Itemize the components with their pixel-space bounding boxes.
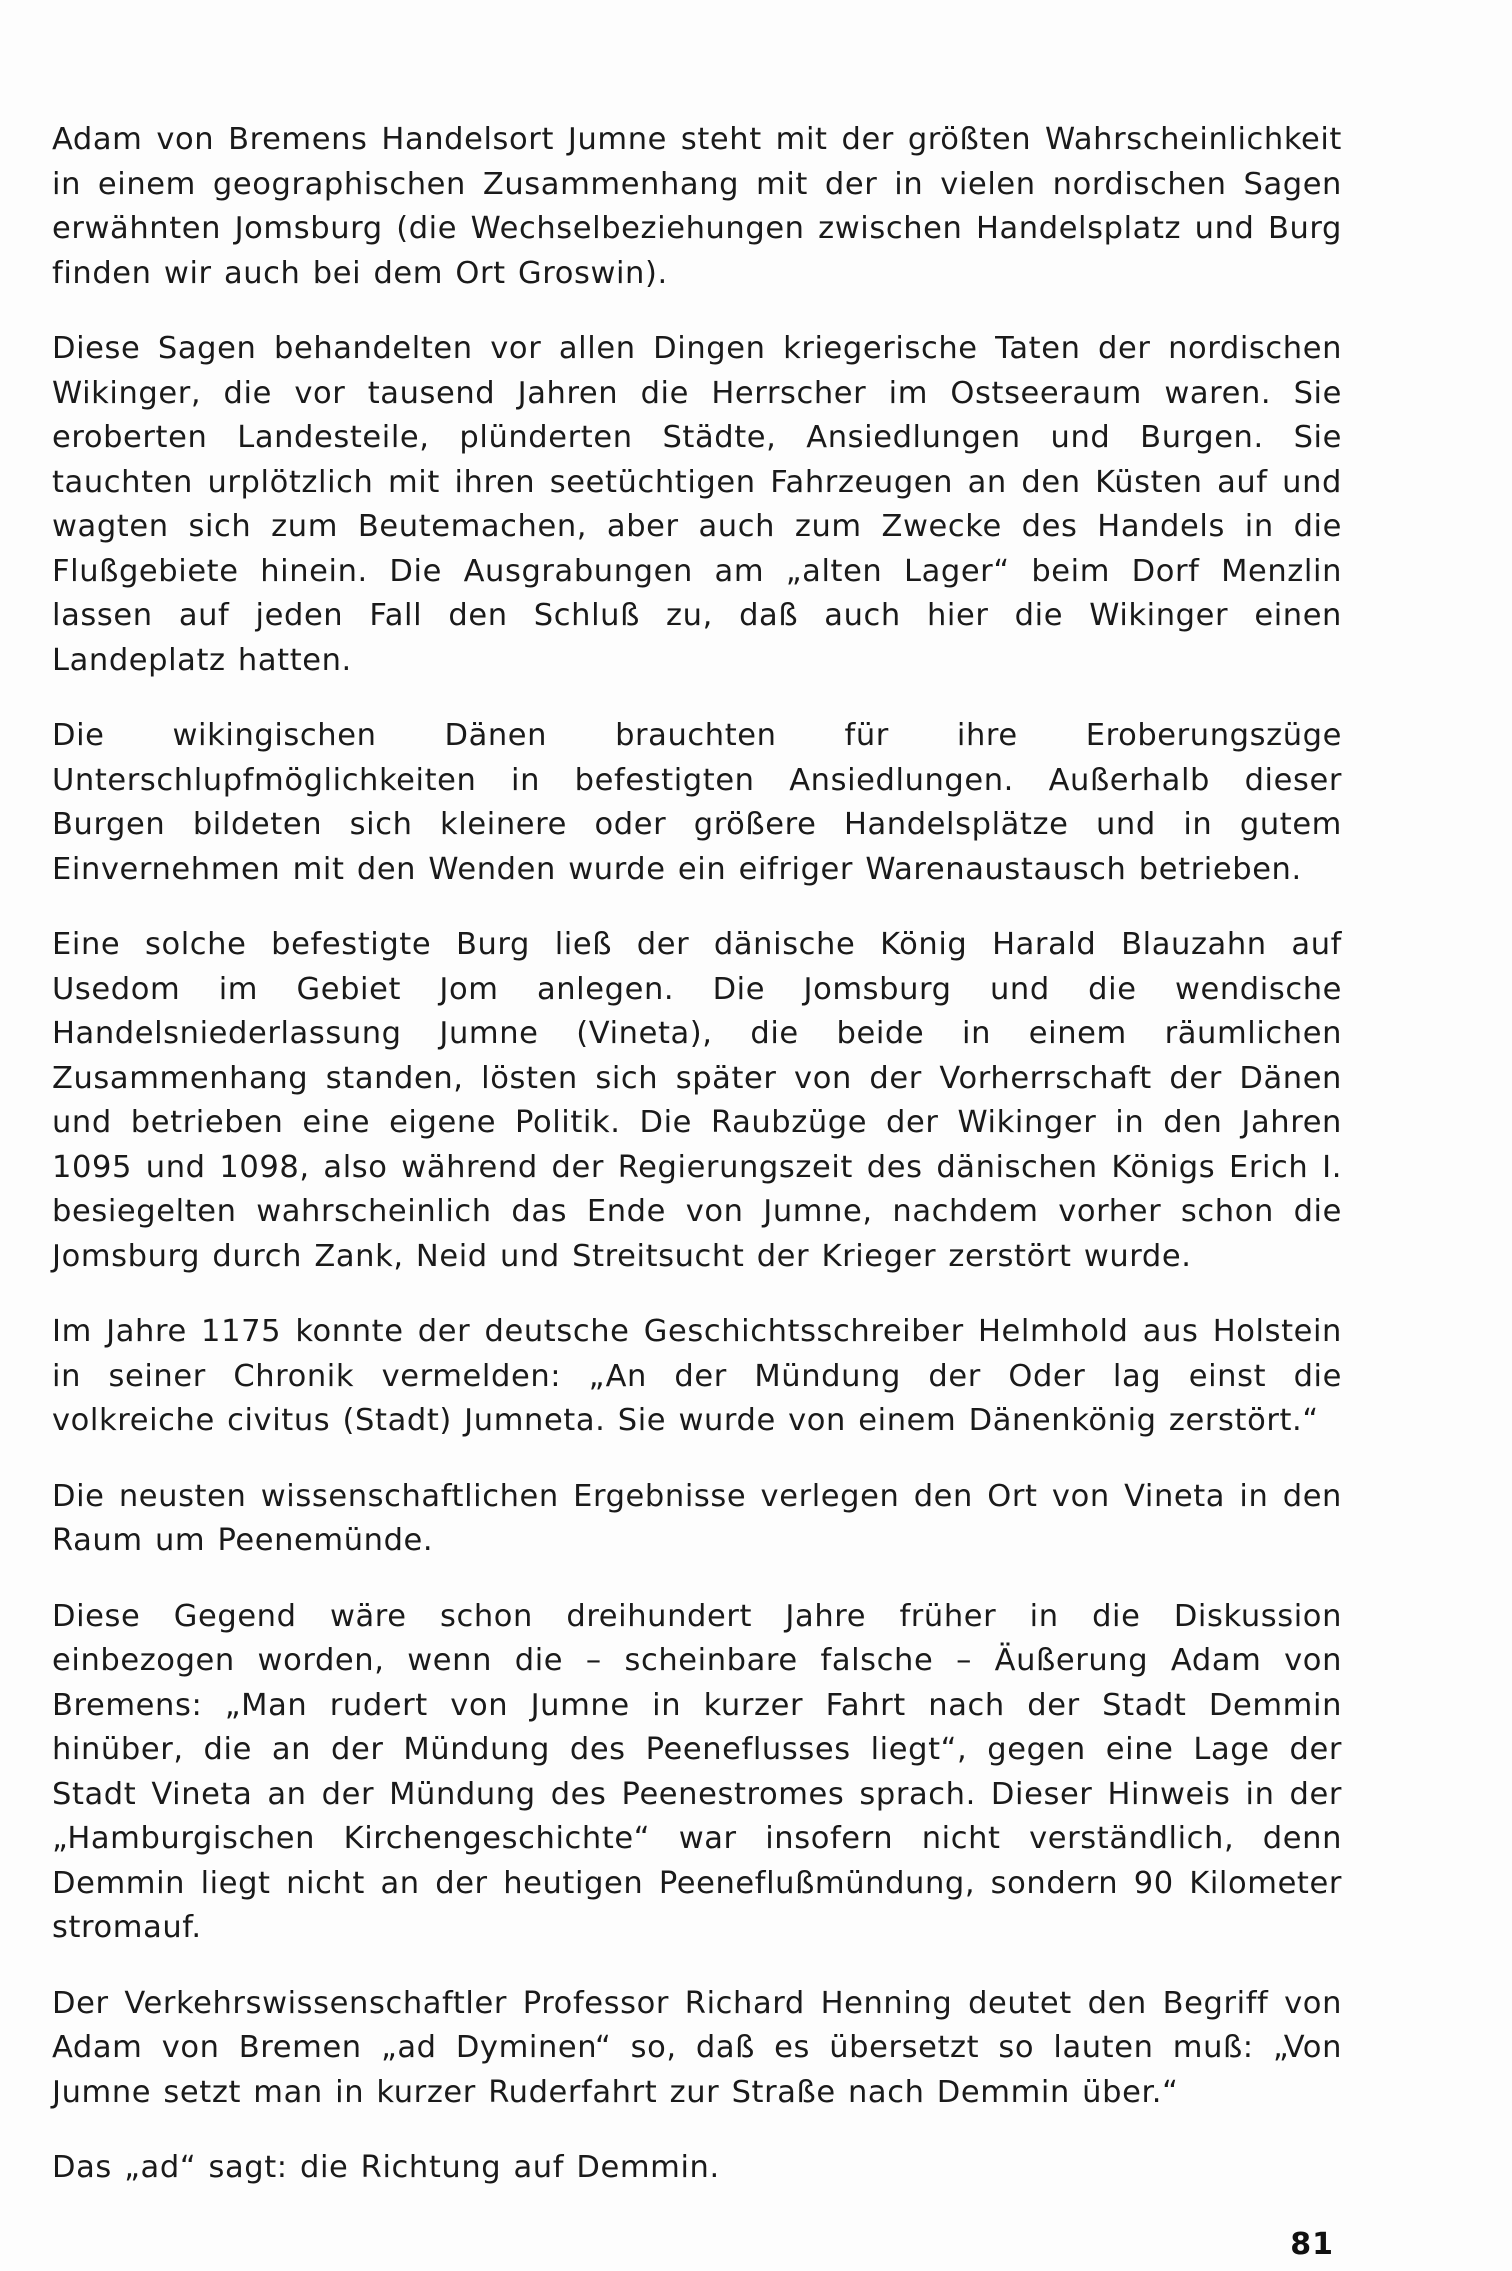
paragraph-befestigte-burg: Eine solche befestigte Burg ließ der dänische König Harald Blauzahn auf Usedom im Gebiet Jom anlegen. Die Jomsburg und die wendische Handelsniederlassung Jumne (Vineta), die beide in einem räumlichen Zusammenhang standen, lösten sich später von der Vorherrschaft der Dänen und betrieben eine eigene Politik. Die Raubzüge der Wikinger in den Jahren 1095 und 1098, also während der Regierungszeit des dänischen Königs Erich I. besiegelten wahrscheinlich das Ende von Jumne, nachdem vorher schon die Jomsburg durch Zank, Neid und Streitsucht der Krieger zerstört wurde.: [52, 927, 1342, 1274]
paragraph-wikingische-daenen: Die wikingischen Dänen brauchten für ihre Eroberungszüge Unterschlupfmöglichkeiten in befestigten Ansiedlungen. Außerhalb dieser Burgen bildeten sich kleinere oder größere Handelsplätze und in gutem Einvernehmen mit den Wenden wurde ein eifriger Warenaustausch betrieben.: [52, 718, 1342, 887]
paragraph-neuste-ergebnisse: Die neusten wissenschaftlichen Ergebnisse verlegen den Ort von Vineta in den Raum um Peenemünde.: [52, 1478, 1342, 1558]
paragraph-helmhold-chronik: Im Jahre 1175 konnte der deutsche Geschichtsschreiber Helmhold aus Holstein in seiner Chronik vermelden: „An der Mündung der Oder lag einst die volkreiche civitus (Stadt) Jumneta. Sie wurde von einem Dänenkönig zerstört.“: [52, 1314, 1342, 1438]
page-number: 81: [1290, 2227, 1334, 2262]
paragraph-wikinger-sagen: Diese Sagen behandelten vor allen Dingen kriegerische Taten der nordischen Wikinger, die vor tausend Jahren die Herrscher im Ostseeraum waren. Sie eroberten Landesteile, plünderten Städte, Ansiedlungen und Burgen. Sie tauchten urplötzlich mit ihren seetüchtigen Fahrzeugen an den Küsten auf und wagten sich zum Beutemachen, aber auch zum Zwecke des Handels in die Flußgebiete hinein. Die Ausgrabungen am „alten Lager“ beim Dorf Menzlin lassen auf jeden Fall den Schluß zu, daß auch hier die Wikinger einen Landeplatz hatten.: [52, 331, 1342, 678]
paragraph-jumne-jomsburg: Adam von Bremens Handelsort Jumne steht mit der größten Wahrscheinlichkeit in einem geographischen Zusammenhang mit der in vielen nordischen Sagen erwähnten Jomsburg (die Wechselbeziehungen zwischen Handelsplatz und Burg finden wir auch bei dem Ort Groswin).: [52, 122, 1342, 291]
body-text: [52, 118, 1342, 2191]
paragraph-gegend-diskussion: Diese Gegend wäre schon dreihundert Jahre früher in die Diskussion einbezogen worden, wenn die – scheinbare falsche – Äußerung Adam von Bremens: „Man rudert von Jumne in kurzer Fahrt nach der Stadt Demmin hinüber, die an der Mündung des Peeneflusses liegt“, gegen eine Lage der Stadt Vineta an der Mündung des Peenestromes sprach. Dieser Hinweis in der „Hamburgischen Kirchengeschichte“ war insofern nicht verständlich, denn Demmin liegt nicht an der heutigen Peeneflußmündung, sondern 90 Kilometer stromauf.: [52, 1598, 1342, 1945]
paragraph-ad-richtung: Das „ad“ sagt: die Richtung auf Demmin.: [52, 2150, 720, 2185]
paragraph-henning: Der Verkehrswissenschaftler Professor Richard Henning deutet den Begriff von Adam von Bremen „ad Dyminen“ so, daß es übersetzt so lauten muß: „Von Jumne setzt man in kurzer Ruderfahrt zur Straße nach Demmin über.“: [52, 1985, 1342, 2110]
